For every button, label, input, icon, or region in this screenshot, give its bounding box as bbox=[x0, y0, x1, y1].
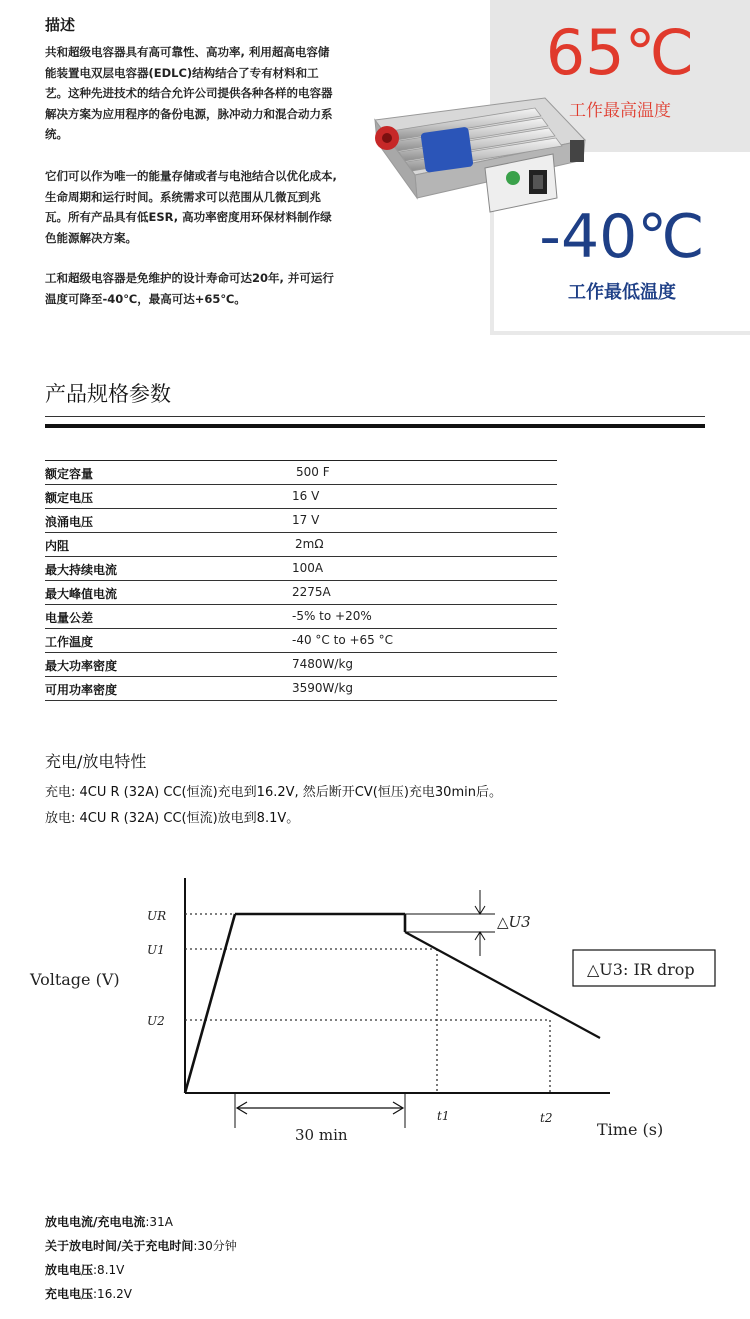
spec-key: 最大峰值电流 bbox=[45, 587, 118, 601]
label-delta-u3: △U3 bbox=[497, 913, 531, 931]
description-paragraph-1: 共和超级电容器具有高可靠性、高功率, 利用超高电容储能装置电双层电容器(EDLC)结构结合了专有材料和工艺。这种先进技术的结合允许公司提供各种各样的电容器解决方案为应用程序的备份电源，脉冲动力和混合动力系统。 bbox=[45, 45, 333, 141]
spec-key: 最大功率密度 bbox=[45, 659, 118, 673]
charge-section-title: 充电/放电特性 bbox=[45, 752, 147, 771]
spec-value: 16 V bbox=[292, 489, 320, 503]
table-row bbox=[45, 605, 557, 629]
table-row bbox=[45, 653, 557, 677]
supercapacitor-module-image bbox=[345, 80, 590, 240]
graph-xlabel: Time (s) bbox=[597, 1120, 664, 1139]
spec-key: 额定电压 bbox=[45, 491, 94, 505]
table-row bbox=[45, 485, 557, 509]
label-u1: U1 bbox=[147, 943, 165, 957]
table-row bbox=[45, 533, 557, 557]
spec-key: 浪涌电压 bbox=[45, 515, 94, 529]
spec-value: -40 °C to +65 °C bbox=[292, 633, 393, 647]
summary-discharge-voltage: 放电电压:8.1V bbox=[45, 1263, 125, 1277]
spec-value: 3590W/kg bbox=[292, 681, 354, 695]
max-temperature-value: 65℃ bbox=[545, 16, 695, 89]
charge-description: 充电: 4CU R (32A) CC(恒流)充电到16.2V, 然后断开CV(恒压)充电30min后。 bbox=[45, 785, 502, 800]
summary-current: 放电电流/充电电流:31A bbox=[45, 1215, 173, 1229]
spec-key: 额定容量 bbox=[45, 467, 94, 481]
spec-value: 500 F bbox=[296, 465, 330, 479]
spec-key: 电量公差 bbox=[45, 611, 94, 625]
spec-value: 7480W/kg bbox=[292, 657, 354, 671]
spec-key: 可用功率密度 bbox=[45, 683, 118, 697]
spec-table bbox=[45, 460, 557, 701]
label-t1: t1 bbox=[437, 1109, 450, 1123]
spec-value: 17 V bbox=[292, 513, 320, 527]
spec-value: 100A bbox=[292, 561, 324, 575]
label-t2: t2 bbox=[540, 1111, 553, 1125]
table-row bbox=[45, 581, 557, 605]
charge-ramp-line bbox=[185, 914, 235, 1093]
description-paragraph-3: 工和超级电容器是免维护的设计寿命可达20年, 并可运行温度可降至-40℃，最高可达+65℃。 bbox=[45, 271, 334, 306]
max-temperature-label: 工作最高温度 bbox=[569, 101, 671, 121]
spec-value: 2275A bbox=[292, 585, 331, 599]
label-30min: 30 min bbox=[295, 1126, 348, 1144]
table-row bbox=[45, 629, 557, 653]
spec-section-title: 产品规格参数 bbox=[45, 382, 171, 406]
spec-key: 最大持续电流 bbox=[45, 563, 118, 577]
spec-divider-thick bbox=[45, 424, 705, 428]
legend-text: △U3: IR drop bbox=[587, 960, 695, 979]
description-paragraph-2: 它们可以作为唯一的能量存储或者与电池结合以优化成本, 生命周期和运行时间。系统需求可以范围从几微瓦到兆瓦。所有产品具有低ESR, 高功率密度用环保材料制作绿色能源解决方案。 bbox=[45, 169, 337, 245]
discharge-line bbox=[405, 932, 600, 1038]
charge-discharge-diagram bbox=[25, 868, 725, 1153]
summary-charge-voltage: 充电电压:16.2V bbox=[45, 1287, 132, 1301]
min-temperature-value: -40℃ bbox=[539, 202, 705, 272]
graph-ylabel: Voltage (V) bbox=[30, 970, 120, 989]
spec-value: 2mΩ bbox=[295, 537, 324, 551]
summary-time: 关于放电时间/关于充电时间:30分钟 bbox=[45, 1239, 237, 1253]
table-row bbox=[45, 509, 557, 533]
spec-key: 内阻 bbox=[45, 539, 70, 553]
table-row bbox=[45, 677, 557, 701]
discharge-description: 放电: 4CU R (32A) CC(恒流)放电到8.1V。 bbox=[45, 811, 300, 826]
spec-divider-thin bbox=[45, 416, 705, 417]
label-u2: U2 bbox=[147, 1014, 165, 1028]
label-ur: UR bbox=[147, 909, 167, 923]
min-temperature-label: 工作最低温度 bbox=[568, 282, 676, 303]
spec-value: -5% to +20% bbox=[292, 609, 372, 623]
table-row bbox=[45, 461, 557, 485]
description-title: 描述 bbox=[45, 16, 76, 34]
spec-key: 工作温度 bbox=[45, 635, 94, 649]
table-row bbox=[45, 557, 557, 581]
